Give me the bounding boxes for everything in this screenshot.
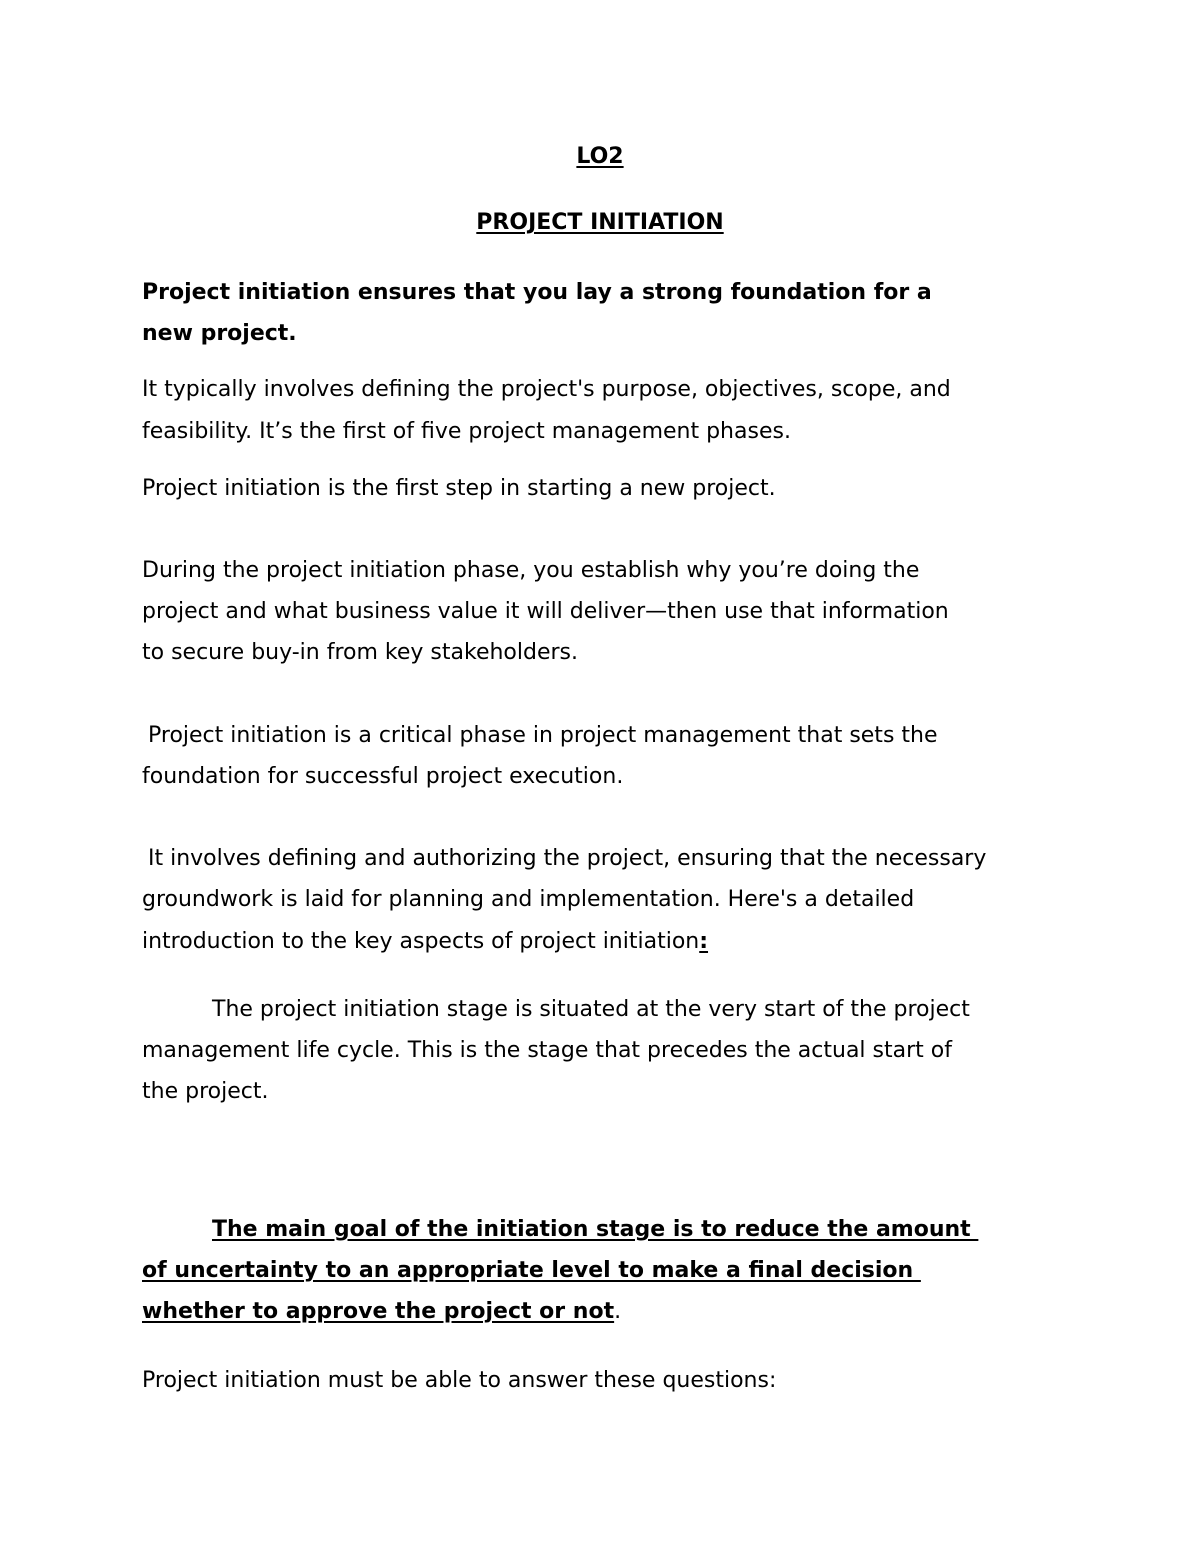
para1-line-2: feasibility. It’s the first of five project management phases. [142,419,791,444]
para7-line-1: Project initiation must be able to answer these questions: [142,1368,777,1393]
para5-line-3-colon: : [699,929,709,954]
document-subheading: PROJECT INITIATION [476,210,724,235]
para3-line-3: to secure buy-in from key stakeholders. [142,640,579,665]
para3-line-2: project and what business value it will deliver—then use that information [142,599,949,624]
goal-line-1: The main goal of the initiation stage is to reduce the amount [212,1217,979,1242]
para4-line-2: foundation for successful project execution. [142,764,624,789]
para5-line-3-text: introduction to the key aspects of project initiation [142,929,700,954]
para1-line-1: It typically involves defining the project's purpose, objectives, scope, and [142,377,951,402]
goal-line-3 [142,1298,621,1326]
intro-line-2: new project. [142,321,297,346]
goal-line-3-period: . [614,1299,622,1324]
para5-line-1: It involves defining and authorizing the project, ensuring that the necessary [148,846,987,871]
goal-line-2: of uncertainty to an appropriate level to make a final decision [142,1258,921,1283]
para6-line-1: The project initiation stage is situated at the very start of the project [212,997,970,1022]
para2-line-1: Project initiation is the first step in starting a new project. [142,476,776,501]
para6-line-2: management life cycle. This is the stage that precedes the actual start of [142,1038,952,1063]
goal-line-3-text: whether to approve the project or not [142,1299,615,1324]
para4-line-1: Project initiation is a critical phase in project management that sets the [148,723,938,748]
document-heading: LO2 [576,144,624,169]
intro-line-1: Project initiation ensures that you lay a strong foundation for a [142,280,932,305]
para3-line-1: During the project initiation phase, you establish why you’re doing the [142,558,920,583]
para5-line-3 [142,928,708,956]
para5-line-2: groundwork is laid for planning and implementation. Here's a detailed [142,887,915,912]
para6-line-3: the project. [142,1079,269,1104]
